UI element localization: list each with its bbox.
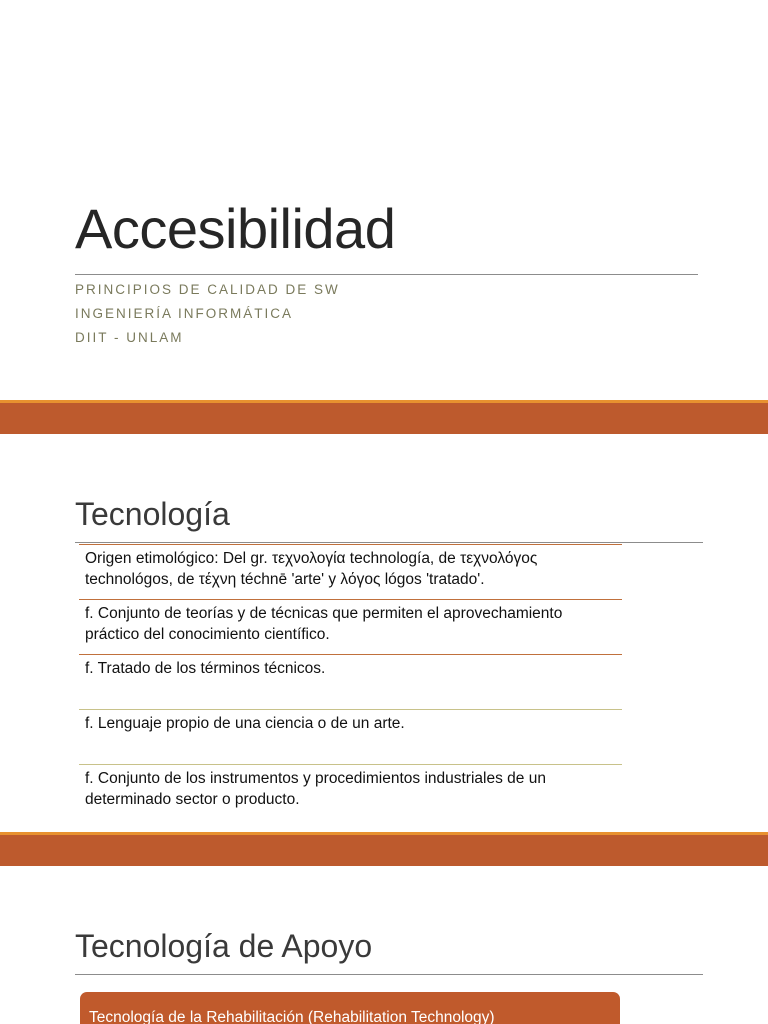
slide-separator xyxy=(0,832,768,866)
title-divider xyxy=(75,974,703,975)
tecnologia-slide xyxy=(0,434,768,832)
title-divider xyxy=(75,542,703,543)
subtitle-institution: DIIT - UNLAM xyxy=(75,330,184,345)
definition-list xyxy=(79,544,622,819)
definition-item: f. Tratado de los términos técnicos. xyxy=(79,654,622,709)
slide-title: Tecnología de Apoyo xyxy=(75,928,373,964)
slide-title: Tecnología xyxy=(75,496,230,532)
subtitle-course: PRINCIPIOS DE CALIDAD DE SW xyxy=(75,282,340,297)
definition-item: f. Lenguaje propio de una ciencia o de un arte. xyxy=(79,709,622,764)
rehabilitation-technology-box: Tecnología de la Rehabilitación (Rehabilitation Technology) xyxy=(80,992,620,1024)
title-slide xyxy=(0,0,768,400)
slide-separator xyxy=(0,400,768,434)
title-divider xyxy=(75,274,698,275)
tecnologia-apoyo-slide xyxy=(0,866,768,1024)
definition-item: f. Conjunto de teorías y de técnicas que permiten el aprovechamiento práctico del conocimiento científico. xyxy=(79,599,622,654)
subtitle-career: INGENIERÍA INFORMÁTICA xyxy=(75,306,294,321)
presentation-title: Accesibilidad xyxy=(75,197,396,260)
definition-item: f. Conjunto de los instrumentos y procedimientos industriales de un determinado sector o producto. xyxy=(79,764,622,819)
definition-item: Origen etimológico: Del gr. τεχνολογία technología, de τεχνολόγος technológos, de τέχνη téchnē 'arte' y λόγος lógos 'tratado'. xyxy=(79,544,622,599)
